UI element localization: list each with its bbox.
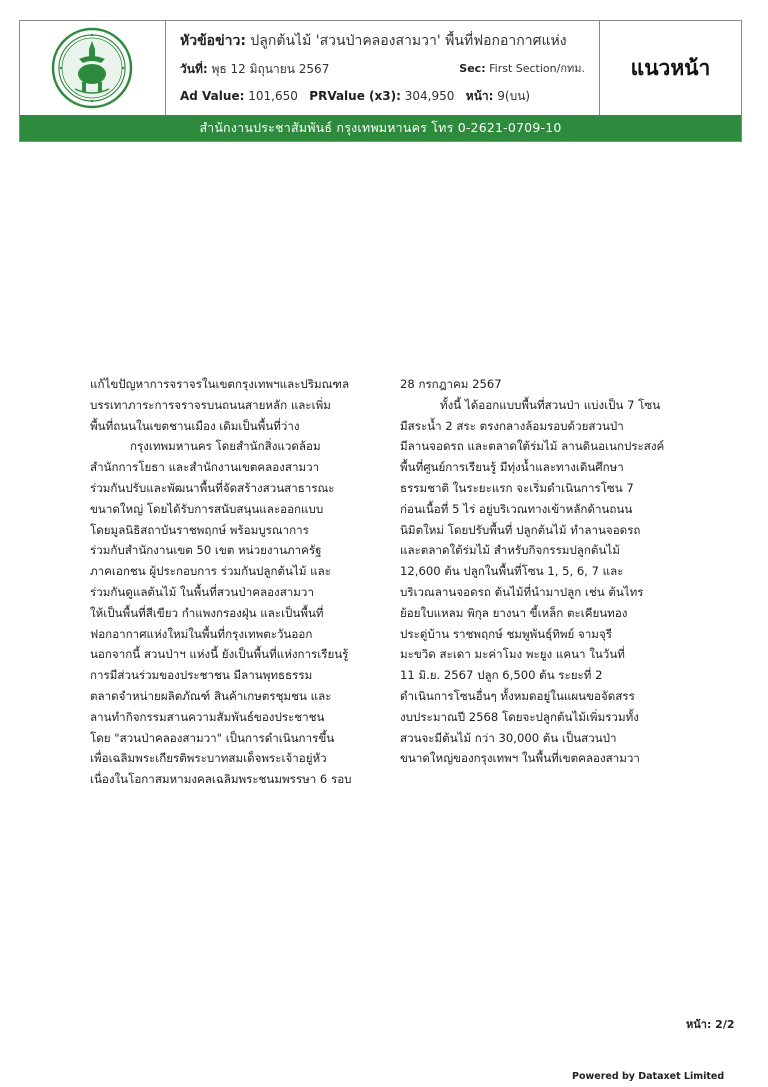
- article-line: โดย "สวนป่าคลองสามวา" เป็นการดำเนินการขึ้น: [90, 730, 335, 745]
- article-line: และตลาดใต้ร่มไม้ สำหรับกิจกรรมปลูกต้นไม้: [400, 543, 620, 558]
- article-line: ย้อยใบแหลม พิกุล ยางนา ขี้เหล็ก ตะเคียนทอง: [400, 605, 628, 620]
- ad-value-label: Ad Value:: [180, 89, 245, 103]
- article-line: มีลานจอดรถ และตลาดใต้ร่มไม้ ลานดินอเนกประสงค์: [400, 439, 665, 454]
- article-line: กรุงเทพมหานคร โดยสำนักสิ่งแวดล้อม: [130, 439, 321, 454]
- article-line: 12,600 ต้น ปลูกในพื้นที่โซน 1, 5, 6, 7 และ: [400, 564, 624, 579]
- article-line: โดยมูลนิธิสถาบันราชพฤกษ์ พร้อมบูรณาการ: [90, 522, 309, 537]
- article-line: เพื่อเฉลิมพระเกียรติพระบาทสมเด็จพระเจ้าอยู่หัว: [90, 751, 327, 766]
- page-label: หน้า:: [465, 89, 494, 103]
- page-value: 9(บน): [497, 89, 531, 103]
- article-line: ดำเนินการโซนอื่นๆ ทั้งหมดอยู่ในแผนขอจัดสรร: [400, 688, 635, 703]
- pr-value: 304,950: [404, 89, 455, 103]
- page-number: หน้า: 2/2: [686, 1018, 735, 1031]
- article-line: สำนักการโยธา และสำนักงานเขตคลองสามวา: [90, 460, 320, 475]
- value-row: [180, 88, 593, 104]
- date-value: พุธ 12 มิถุนายน 2567: [211, 62, 330, 76]
- article-line: 28 กรกฎาคม 2567: [400, 377, 502, 391]
- date-label: วันที่:: [180, 62, 208, 76]
- clipping-info: [166, 21, 600, 115]
- article-line: ร่วมกันปรับและพัฒนาพื้นที่จัดสร้างสวนสาธารณะ: [90, 480, 335, 495]
- article-line: สวนจะมีต้นไม้ กว่า 30,000 ต้น เป็นสวนป่า: [400, 730, 617, 745]
- article-line: 11 มิ.ย. 2567 ปลูก 6,500 ต้น ระยะที่ 2: [400, 668, 603, 683]
- clipping-header: [19, 20, 742, 142]
- article-line: งบประมาณปี 2568 โดยจะปลูกต้นไม้เพิ่มรวมทั้ง: [400, 709, 639, 724]
- article-line: ร่วมกันดูแลต้นไม้ ในพื้นที่สวนป่าคลองสามวา: [90, 584, 314, 599]
- article-line: ขนาดใหญ่ โดยได้รับการสนับสนุนและออกแบบ: [90, 501, 324, 516]
- article-line: ประดู่บ้าน ราชพฤกษ์ ชมพูพันธุ์ทิพย์ จามจุรี: [400, 626, 612, 641]
- article-line: พื้นที่ศูนย์การเรียนรู้ มีทุ่งน้ำและทางเดินศึกษา: [400, 460, 624, 475]
- newspaper-name: แนวหน้า: [630, 55, 711, 80]
- headline-row: [180, 31, 593, 51]
- article-line: นิมิตใหม่ โดยปรับพื้นที่ ปลูกต้นไม้ ทำลานจอดรถ: [400, 522, 641, 537]
- article-line: บริเวณลานจอดรถ ต้นไม้ที่นำมาปลูก เช่น ต้นไทร: [400, 584, 644, 599]
- pr-value-label: PRValue (x3):: [309, 89, 401, 103]
- ad-value: 101,650: [248, 89, 298, 103]
- section-info: [459, 61, 585, 77]
- sec-label: Sec:: [459, 62, 486, 75]
- article-line: ก่อนเนื้อที่ 5 ไร่ อยู่บริเวณทางเข้าหลักด้านถนน: [400, 501, 633, 516]
- article-line: เนื่องในโอกาสมหามงคลเฉลิมพระชนมพรรษา 6 รอบ: [90, 772, 352, 787]
- article-line: ทั้งนี้ ได้ออกแบบพื้นที่สวนป่า แบ่งเป็น 7 โซน: [440, 397, 661, 412]
- article-line: มีสระน้ำ 2 สระ ตรงกลางล้อมรอบด้วยสวนป่า: [400, 418, 624, 433]
- powered-by: Powered by Dataxet Limited: [572, 1071, 725, 1082]
- headline-label: หัวข้อข่าว:: [180, 33, 246, 49]
- logo-cell: [20, 21, 166, 115]
- article-line: ตลาดจำหน่ายผลิตภัณฑ์ สินค้าเกษตรชุมชน และ: [90, 688, 332, 703]
- article-line: ฟอกอากาศแห่งใหม่ในพื้นที่กรุงเทพตะวันออก: [90, 626, 313, 641]
- article-line: ภาคเอกชน ผู้ประกอบการ ร่วมกันปลูกต้นไม้ และ: [90, 564, 331, 579]
- article-line: มะขวิด สะเดา มะค่าโมง พะยูง แคนา ในวันที่: [400, 647, 625, 662]
- article-line: ร่วมกับสำนักงานเขต 50 เขต หน่วยงานภาครัฐ: [90, 543, 322, 558]
- article-line: บรรเทาภาระการจราจรบนถนนสายหลัก และเพิ่ม: [90, 397, 331, 412]
- article-line: ให้เป็นพื้นที่สีเขียว กำแพงกรองฝุ่น และเป็นพื้นที่: [90, 605, 324, 620]
- headline-value: ปลูกต้นไม้ 'สวนป่าคลองสามวา' พื้นที่ฟอกอากาศแห่ง: [250, 33, 567, 49]
- agency-bar: สำนักงานประชาสัมพันธ์ กรุงเทพมหานคร โทร 0-2621-0709-10: [20, 115, 741, 141]
- article-line: ลานทำกิจกรรมสานความสัมพันธ์ของประชาชน: [90, 709, 325, 724]
- sec-value: First Section/กทม.: [489, 62, 585, 75]
- bangkok-seal-icon: [49, 27, 135, 109]
- article-line: การมีส่วนร่วมของประชาชน มีลานพุทธธรรม: [90, 668, 313, 683]
- article-line: ธรรมชาติ ในระยะแรก จะเริ่มดำเนินการโซน 7: [400, 480, 634, 495]
- article-line: ขนาดใหญ่ของกรุงเทพฯ ในพื้นที่เขตคลองสามวา: [400, 751, 640, 766]
- article-column-right: [400, 374, 690, 769]
- date-row: [180, 61, 593, 77]
- article-line: นอกจากนี้ สวนป่าฯ แห่งนี้ ยังเป็นพื้นที่แห่งการเรียนรู้: [90, 647, 349, 662]
- article-column-left: [90, 374, 380, 790]
- article-line: แก้ไขปัญหาการจราจรในเขตกรุงเทพฯและปริมณฑล: [90, 377, 350, 391]
- article-line: พื้นที่ถนนในเขตชานเมือง เดิมเป็นพื้นที่ว่าง: [90, 418, 300, 433]
